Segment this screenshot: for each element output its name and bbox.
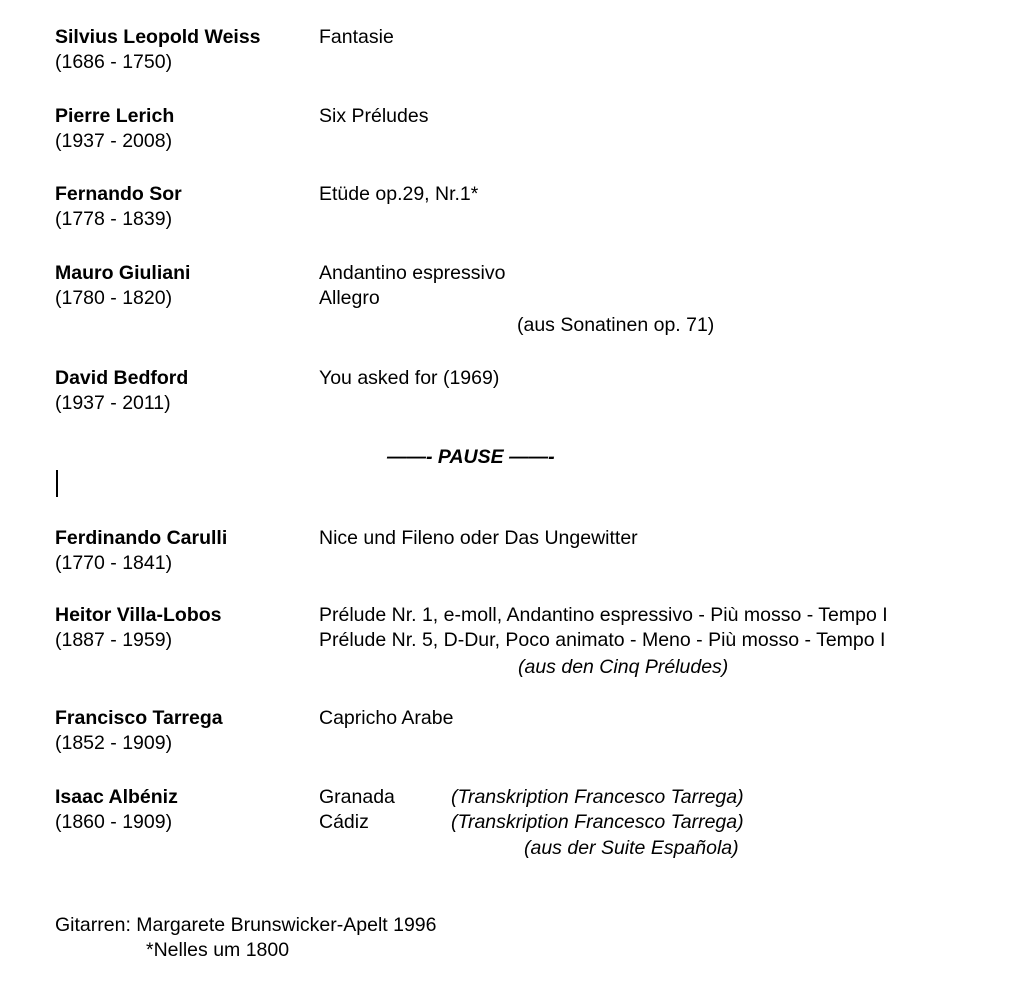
piece-title: Andantino espressivo <box>319 262 506 284</box>
composer-dates: (1770 - 1841) <box>55 552 173 574</box>
piece-source: (aus Sonatinen op. 71) <box>517 314 715 336</box>
piece-title: Nice und Fileno oder Das Ungewitter <box>319 527 638 549</box>
composer-dates: (1780 - 1820) <box>55 287 173 309</box>
text-cursor <box>56 470 58 497</box>
piece-title: Prélude Nr. 5, D-Dur, Poco animato - Meno - Più mosso - Tempo I <box>319 629 886 651</box>
composer-name: David Bedford <box>55 367 189 389</box>
piece-title: Etüde op.29, Nr.1* <box>319 183 479 205</box>
composer-name: Silvius Leopold Weiss <box>55 26 261 48</box>
composer-dates: (1860 - 1909) <box>55 811 173 833</box>
composer-dates: (1937 - 2011) <box>55 392 171 414</box>
piece-title: Cádiz <box>319 811 369 833</box>
composer-name: Fernando Sor <box>55 183 182 205</box>
composer-name: Francisco Tarrega <box>55 707 223 729</box>
piece-title: Granada <box>319 786 395 808</box>
composer-dates: (1937 - 2008) <box>55 130 173 152</box>
piece-title: You asked for (1969) <box>319 367 500 389</box>
composer-dates: (1778 - 1839) <box>55 208 173 230</box>
piece-title: Allegro <box>319 287 380 309</box>
composer-dates: (1887 - 1959) <box>55 629 173 651</box>
composer-name: Pierre Lerich <box>55 105 175 127</box>
composer-name: Isaac Albéniz <box>55 786 178 808</box>
piece-note: (Transkription Francesco Tarrega) <box>451 811 744 833</box>
piece-title: Fantasie <box>319 26 394 48</box>
pause-heading: ——- PAUSE ——- <box>387 446 555 468</box>
piece-source: (aus den Cinq Préludes) <box>518 656 729 678</box>
piece-note: (Transkription Francesco Tarrega) <box>451 786 744 808</box>
footer-guitars: Gitarren: Margarete Brunswicker-Apelt 1996 <box>55 914 437 936</box>
piece-title: Capricho Arabe <box>319 707 454 729</box>
composer-dates: (1852 - 1909) <box>55 732 173 754</box>
footer-note: *Nelles um 1800 <box>146 939 290 961</box>
piece-title: Six Préludes <box>319 105 429 127</box>
composer-name: Mauro Giuliani <box>55 262 191 284</box>
piece-source: (aus der Suite Española) <box>524 837 739 859</box>
piece-title: Prélude Nr. 1, e-moll, Andantino espressivo - Più mosso - Tempo I <box>319 604 888 626</box>
composer-dates: (1686 - 1750) <box>55 51 173 73</box>
composer-name: Ferdinando Carulli <box>55 527 228 549</box>
composer-name: Heitor Villa-Lobos <box>55 604 222 626</box>
